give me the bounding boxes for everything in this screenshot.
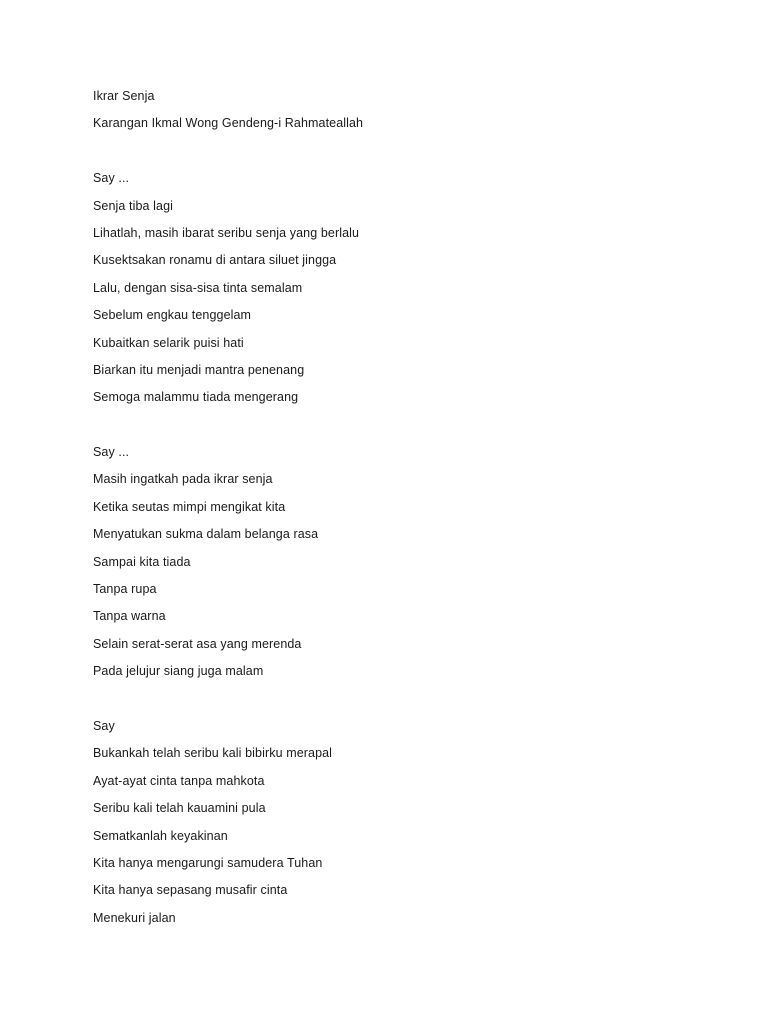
- poem-line: Sebelum engkau tenggelam: [93, 308, 252, 323]
- document-page: [93, 86, 693, 935]
- poem-line: Sampai kita tiada: [93, 554, 191, 569]
- stanza-2: [93, 442, 693, 689]
- poem-title: Ikrar Senja: [93, 89, 155, 103]
- poem-author: Karangan Ikmal Wong Gendeng-i Rahmateallah: [93, 116, 364, 131]
- poem-line: Lalu, dengan sisa-sisa tinta semalam: [93, 280, 303, 295]
- stanza-gap: [93, 141, 693, 168]
- stanza-3: [93, 716, 693, 935]
- poem-line: Ayat-ayat cinta tanpa mahkota: [93, 773, 265, 788]
- poem-line: Tanpa rupa: [93, 582, 157, 597]
- poem-line: Senja tiba lagi: [93, 198, 174, 213]
- poem-line: Biarkan itu menjadi mantra penenang: [93, 362, 305, 377]
- poem-line: Sematkanlah keyakinan: [93, 828, 228, 843]
- poem-line: Say ...: [93, 445, 130, 460]
- poem-line: Say: [93, 718, 115, 733]
- poem-line: Kusektsakan ronamu di antara siluet jingga: [93, 253, 337, 268]
- stanza-gap: [93, 689, 693, 716]
- poem-line: Kita hanya sepasang musafir cinta: [93, 883, 288, 898]
- poem-line: Ketika seutas mimpi mengikat kita: [93, 499, 286, 514]
- poem-line: Bukankah telah seribu kali bibirku merapal: [93, 746, 333, 761]
- poem-line: Kubaitkan selarik puisi hati: [93, 335, 244, 350]
- poem-line: Seribu kali telah kauamini pula: [93, 801, 266, 816]
- poem-line: Menyatukan sukma dalam belanga rasa: [93, 527, 319, 542]
- poem-line: Tanpa warna: [93, 609, 166, 624]
- poem-line: Semoga malammu tiada mengerang: [93, 390, 299, 405]
- poem-line: Lihatlah, masih ibarat seribu senja yang berlalu: [93, 225, 360, 240]
- poem-line: Menekuri jalan: [93, 910, 176, 925]
- poem-line: Say ...: [93, 171, 130, 186]
- poem-line: Masih ingatkah pada ikrar senja: [93, 472, 273, 487]
- poem-line: Pada jelujur siang juga malam: [93, 664, 264, 679]
- poem-line: Selain serat-serat asa yang merenda: [93, 636, 302, 651]
- stanza-gap: [93, 415, 693, 442]
- poem-line: Kita hanya mengarungi samudera Tuhan: [93, 855, 323, 870]
- stanza-1: [93, 168, 693, 415]
